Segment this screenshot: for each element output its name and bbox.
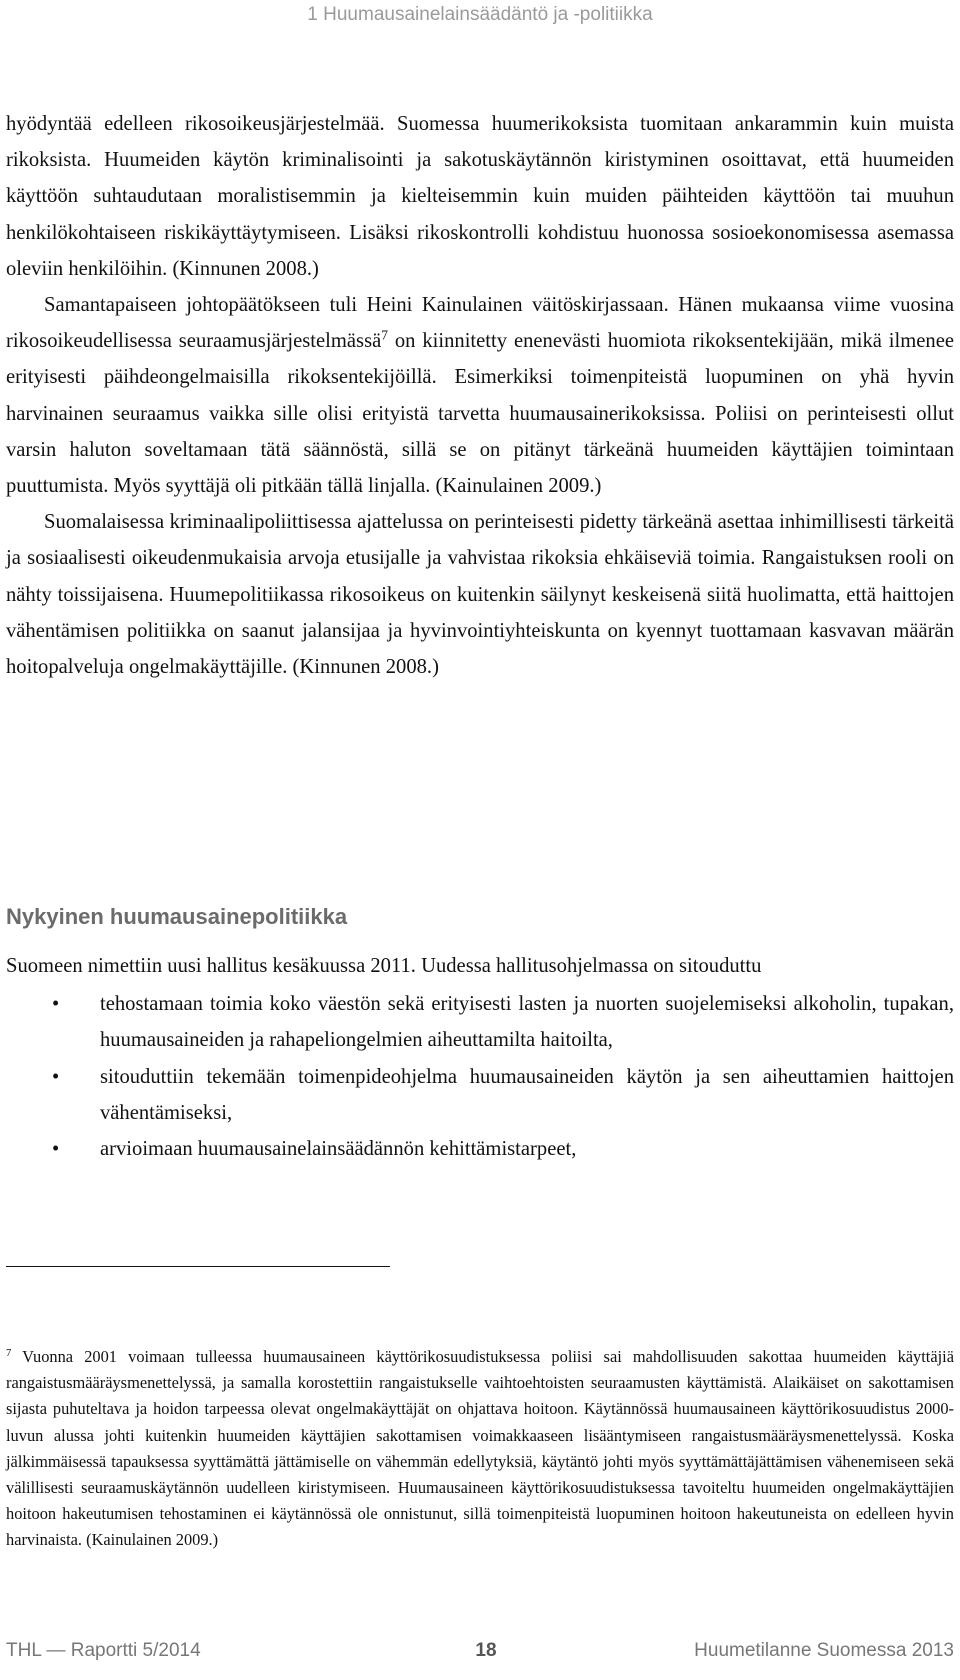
footer-report-title: Huumetilanne Suomessa 2013 [694, 1640, 954, 1661]
list-item [6, 1131, 954, 1167]
page-footer [6, 1640, 954, 1670]
paragraph-3: Suomalaisessa kriminaalipoliittisessa ajattelussa on perinteisesti pidetty tärkeänä asettaa inhimillisesti tärkeitä ja sosiaalisesti oikeudenmukaisia arvoja etusijalle ja vahvistaa rikoksia ehkäiseviä toimia. Rangaistuksen rooli on nähty toissijaisena. Huumepolitiikassa rikosoikeus on kuitenkin säilynyt keskeisenä siitä huolimatta, että haittojen vähentämisen politiikka on saanut jalansijaa ja hyvinvointiyhteiskunta on kyennyt tuottamaan kasvavan määrän hoitopalveluja ongelmakäyttäjille. (Kinnunen 2008.) [6, 511, 954, 679]
section-body [6, 948, 954, 1167]
bullet-icon: • [52, 1065, 60, 1088]
footnote-number: 7 [6, 1348, 12, 1360]
bullet-icon: • [52, 1138, 60, 1161]
footer-publication: THL — Raportti 5/2014 [6, 1640, 201, 1661]
list-item-text: arvioimaan huumausainelainsäädännön kehittämistarpeet, [100, 1138, 577, 1161]
paragraph-2-text-b: on kiinnitetty enenevästi huomiota rikoksentekijään, mikä ilmenee erityisesti päihdeongelmaisilla rikoksentekijöillä. Esimerkiksi toimenpiteistä luopuminen on yhä hyvin harvinainen seuraamus vaikka sille olisi erityistä tarvetta huumausainerikoksissa. Poliisi on perinteisesti ollut varsin haluton soveltamaan tätä säännöstä, sillä se on pitänyt tärkeänä huumeiden käyttäjien toimintaan puuttumista. Myös syyttäjä oli pitkään tällä linjalla. (Kainulainen 2009.) [6, 330, 954, 498]
list-item [6, 1059, 954, 1131]
page-number: 18 [475, 1640, 497, 1661]
paragraph-2-text-a: Samantapaiseen johtopäätökseen tuli Heini Kainulainen väitöskirjassaan. Hänen mukaansa viime vuosina rikosoikeudellisessa seuraamusjärjestelmässä [6, 294, 954, 353]
list-item-text: sitouduttiin tekemään toimenpideohjelma huumausaineiden käytön ja sen aiheuttamien haittojen vähentämiseksi, [100, 1065, 954, 1124]
footnote-reference[interactable]: 7 [381, 327, 388, 343]
section-heading: Nykyinen huumausainepolitiikka [6, 904, 348, 929]
footnote [6, 1344, 954, 1554]
paragraph-2 [6, 287, 954, 504]
footnote-text: Vuonna 2001 voimaan tulleessa huumausaineen käyttörikosuudistuksessa poliisi sai mahdollisuuden sakottaa huumeiden käyttäjiä rangaistusmääräysmenettelyssä, ja samalla korostettiin rangaistukselle vaihtoehtoisten seuraamusten käyttämistä. Alaikäiset on sakottamisen sijasta puhuteltava ja hoidon tarpeessa olevat ongelmakäyttäjät on ohjattava hoitoon. Käytännössä huumausaineen käyttörikosuudistus 2000-luvun alussa johti kuitenkin huumeiden käyttäjien sakottamisen voimakkaaseen lisääntymiseen rangaistusmääräysmenettelyssä. Koska jälkimmäisessä tapauksessa syyttämättä jättämiselle on vähemmän edellytyksiä, käytäntö johti myös syyttämättäjättämisen vähenemiseen sekä välillisesti seuraamuskäytännön uudelleen kiristymiseen. Huumausaineen käyttörikosuudistuksessa tavoiteltu huumeiden ongelmakäyttäjien hoitoon hakeutumisen tehostaminen ei käytännössä ole onnistunut, sillä toimenpiteistä luopuminen hoitoon hakeutuneista on edelleen hyvin harvinaista. (Kainulainen 2009.) [6, 1347, 954, 1550]
footnote-divider [6, 1266, 390, 1267]
list-item-text: tehostamaan toimia koko väestön sekä erityisesti lasten ja nuorten suojelemiseksi alkoholin, tupakan, huumausaineiden ja rahapeliongelmien aiheuttamilta haitoilta, [100, 993, 954, 1052]
running-header: 1 Huumausainelainsäädäntö ja -politiikka [307, 4, 653, 25]
section-intro: Suomeen nimettiin uusi hallitus kesäkuussa 2011. Uudessa hallitusohjelmassa on sitouduttu [6, 955, 762, 977]
bullet-list [6, 986, 954, 1167]
bullet-icon: • [52, 993, 60, 1016]
body-text [6, 106, 954, 685]
paragraph-1: hyödyntää edelleen rikosoikeusjärjestelmää. Suomessa huumerikoksista tuomitaan ankarammin kuin muista rikoksista. Huumeiden käytön kriminalisointi ja sakotuskäytännön kiristyminen osoittavat, että huumeiden käyttöön suhtaudutaan moralistisemmin ja kielteisemmin kuin muiden päihteiden käyttöön tai muuhun henkilökohtaiseen riskikäyttäytymiseen. Lisäksi rikoskontrolli kohdistuu huonossa sosioekonomisessa asemassa oleviin henkilöihin. (Kinnunen 2008.) [6, 113, 954, 280]
list-item [6, 986, 954, 1058]
